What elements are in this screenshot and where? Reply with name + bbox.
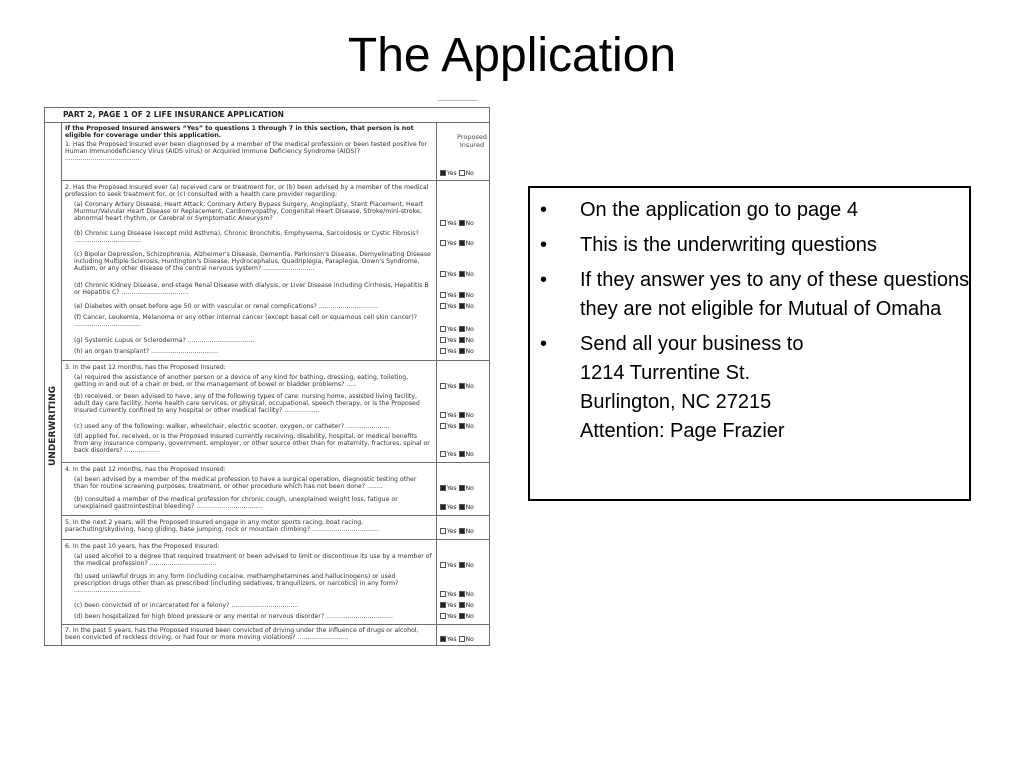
- question-1: 1. Has the Proposed Insured ever been diagnosed by a member of the medical profession or been tested positive for Human Immunodeficiency Virus (AIDS virus) or Acquired Immune Deficiency Syndrome (AIDS)? ......................................: [65, 141, 428, 163]
- question-2g: (g) Systemic Lupus or Scleroderma? ..................................: [74, 337, 255, 344]
- question-2a: (a) Coronary Artery Disease, Heart Attack, Coronary Artery Bypass Surgery, Angioplasty, Stent Placement, Heart Murmur/Valvular Heart Disease or Replacement, Cardiomyopathy, Congenital Heart Disease, Stroke/mini-stroke, abnormal heart rhythm, or Cerebral or Symptomatic Aneurysm?: [74, 201, 424, 223]
- form-intro: If the Proposed Insured answers “Yes” to questions 1 through 7 in this section, that person is not eligible for coverage under this application.: [65, 125, 414, 140]
- form-body: [62, 123, 489, 645]
- q3b-yes-no: Yes No: [440, 412, 474, 419]
- underwriting-label: UNDERWRITING: [48, 386, 58, 467]
- q2d-yes-no: Yes No: [440, 292, 474, 299]
- question-4b: (b) consulted a member of the medical profession for chronic cough, unexplained weight loss, fatigue or unexplained gastrointestinal bleeding? ..................................: [74, 496, 398, 511]
- question-3a: (a) required the assistance of another person or a device of any kind for bathing, dressing, eating, toileting, getting in and out of a chair or bed, or the management of bowel or bladder problems? .....: [74, 374, 409, 389]
- bullet-text: Send all your business to 1214 Turrentine St. Burlington, NC 27215 Attention: Page Frazier: [580, 333, 804, 442]
- question-1-block: [62, 123, 489, 181]
- notes-box: [528, 186, 971, 501]
- question-3-block: [62, 361, 489, 463]
- bullet-item: • On the application go to page 4: [540, 199, 858, 221]
- q3a-yes-no: Yes No: [440, 383, 474, 390]
- question-2e: (e) Diabetes with onset before age 50 or with vascular or renal complications? ..............................: [74, 303, 378, 310]
- question-6-block: [62, 540, 489, 625]
- question-4a: (a) been advised by a member of the medical profession to have a surgical operation, diagnostic testing other than for routine screening purposes, treatment, or other procedure which has not been done? ........: [74, 476, 417, 491]
- bullet-item: • If they answer yes to any of these questions they are not eligible for Mutual of Omaha: [540, 269, 970, 320]
- bullet-list: [530, 196, 970, 452]
- slide-title: The Application: [347, 29, 677, 82]
- q4a-yes-no: Yes No: [440, 485, 474, 492]
- q6a-yes-no: Yes No: [440, 562, 474, 569]
- question-6b: (b) used unlawful drugs in any form (including cocaine, methamphetamines and hallucinogens) or used prescription drugs other than as prescribed (including sedatives, tranquilizers, or narcotics) in any form? ..................................: [74, 573, 399, 595]
- top-mark: [438, 100, 478, 104]
- question-7: 7. In the past 5 years, has the Proposed Insured been convicted of driving under the influence of drugs or alcohol, been convicted of reckless driving, or had four or more moving violations? ..........................: [65, 627, 419, 642]
- question-6a: (a) used alcohol to a degree that required treatment or been advised to limit or discontinue its use by a member of the medical profession? ..................................: [74, 553, 432, 568]
- q2b-yes-no: Yes No: [440, 240, 474, 247]
- q2e-yes-no: Yes No: [440, 303, 474, 310]
- q1-yes-no: Yes No: [440, 170, 474, 177]
- q3d-yes-no: Yes No: [440, 451, 474, 458]
- bullet-text: If they answer yes to any of these questions they are not eligible for Mutual of Omaha: [580, 269, 970, 320]
- question-2-block: [62, 181, 489, 361]
- q2a-yes-no: Yes No: [440, 220, 474, 227]
- question-6: 6. In the past 10 years, has the Proposed Insured:: [65, 543, 220, 550]
- question-6d: (d) been hospitalized for high blood pressure or any mental or nervous disorder? ..................................: [74, 613, 393, 620]
- question-4-block: [62, 463, 489, 516]
- form-side-column: [45, 123, 62, 645]
- question-3d: (d) applied for, received, or is the Proposed Insured currently receiving, disability, hospital, or medical benefits from any insurance company, government, employer, or other source other than for maternity, fractures, spinal or back disorders? ..................: [74, 433, 430, 455]
- q4b-yes-no: Yes No: [440, 504, 474, 511]
- q6b-yes-no: Yes No: [440, 591, 474, 598]
- question-2: 2. Has the Proposed Insured ever (a) received care or treatment for, or (b) been advised by a member of the medical profession to seek treatment for, or (c) consulted with a health care provider regarding:: [65, 184, 429, 199]
- question-6c: (c) been convicted of or incarcerated for a felony? ..................................: [74, 602, 299, 609]
- proposed-insured-label: Proposed Insured: [457, 133, 487, 149]
- question-2f: (f) Cancer, Leukemia, Melanoma or any other internal cancer (except basal cell or squamous cell skin cancer)? ..................................: [74, 314, 418, 329]
- question-5: 5. In the next 2 years, will the Proposed Insured engage in any motor sports racing, boat racing, parachuting/skydiving, hang gliding, base jumping, rock or mountain climbing? ..................................: [65, 519, 379, 534]
- question-3c: (c) used any of the following: walker, wheelchair, electric scooter, oxygen, or catheter? ......................: [74, 423, 390, 430]
- question-2b: (b) Chronic Lung Disease (except mild Asthma), Chronic Bronchitis, Emphysema, Sarcoidosis or Cystic Fibrosis? ..................................: [74, 230, 419, 245]
- question-4: 4. In the past 12 months, has the Proposed Insured:: [65, 466, 226, 473]
- q7-yes-no: Yes No: [440, 636, 474, 643]
- question-2c: (c) Bipolar Depression, Schizophrenia, Alzheimer's Disease, Dementia, Parkinson's Disease, Demyelinating Disease including Multiple Sclerosis, Huntington's Disease, Hydrocephalus, Quadriplegia, Paraplegia, Down's Syndrome, Autism, or any other disease of the central nervous system? ..........................: [74, 251, 431, 273]
- q2h-yes-no: Yes No: [440, 348, 474, 355]
- question-2h: (h) an organ transplant? ..................................: [74, 348, 219, 355]
- q2c-yes-no: Yes No: [440, 271, 474, 278]
- q6d-yes-no: Yes No: [440, 613, 474, 620]
- q5-yes-no: Yes No: [440, 528, 474, 535]
- application-form-image: [44, 107, 490, 646]
- question-3: 3. In the past 12 months, has the Proposed Insured:: [65, 364, 226, 371]
- q3c-yes-no: Yes No: [440, 423, 474, 430]
- bullet-item: • This is the underwriting questions: [540, 234, 877, 256]
- q6c-yes-no: Yes No: [440, 602, 474, 609]
- question-3b: (b) received, or been advised to have, any of the following types of care: nursing home, assisted living facility, adult day care facility, home health care services, or physical, occupational, speech therapy, or is the Proposed Insured currently confined to any hospital or other medical facility? ..................: [74, 393, 420, 415]
- bullet-item: • Send all your business to 1214 Turrentine St. Burlington, NC 27215 Attention: Page Frazier: [540, 333, 804, 442]
- question-7-block: [62, 625, 489, 644]
- q2f-yes-no: Yes No: [440, 326, 474, 333]
- bullet-text: This is the underwriting questions: [580, 234, 877, 256]
- q2g-yes-no: Yes No: [440, 337, 474, 344]
- question-2d: (d) Chronic Kidney Disease, end-stage Renal Disease with dialysis, or Liver Disease including Cirrhosis, Hepatitis B or Hepatitis C? ..................................: [74, 282, 429, 297]
- bullet-text: On the application go to page 4: [580, 199, 858, 221]
- question-5-block: [62, 516, 489, 540]
- form-header: PART 2, PAGE 1 OF 2 LIFE INSURANCE APPLICATION: [45, 108, 489, 123]
